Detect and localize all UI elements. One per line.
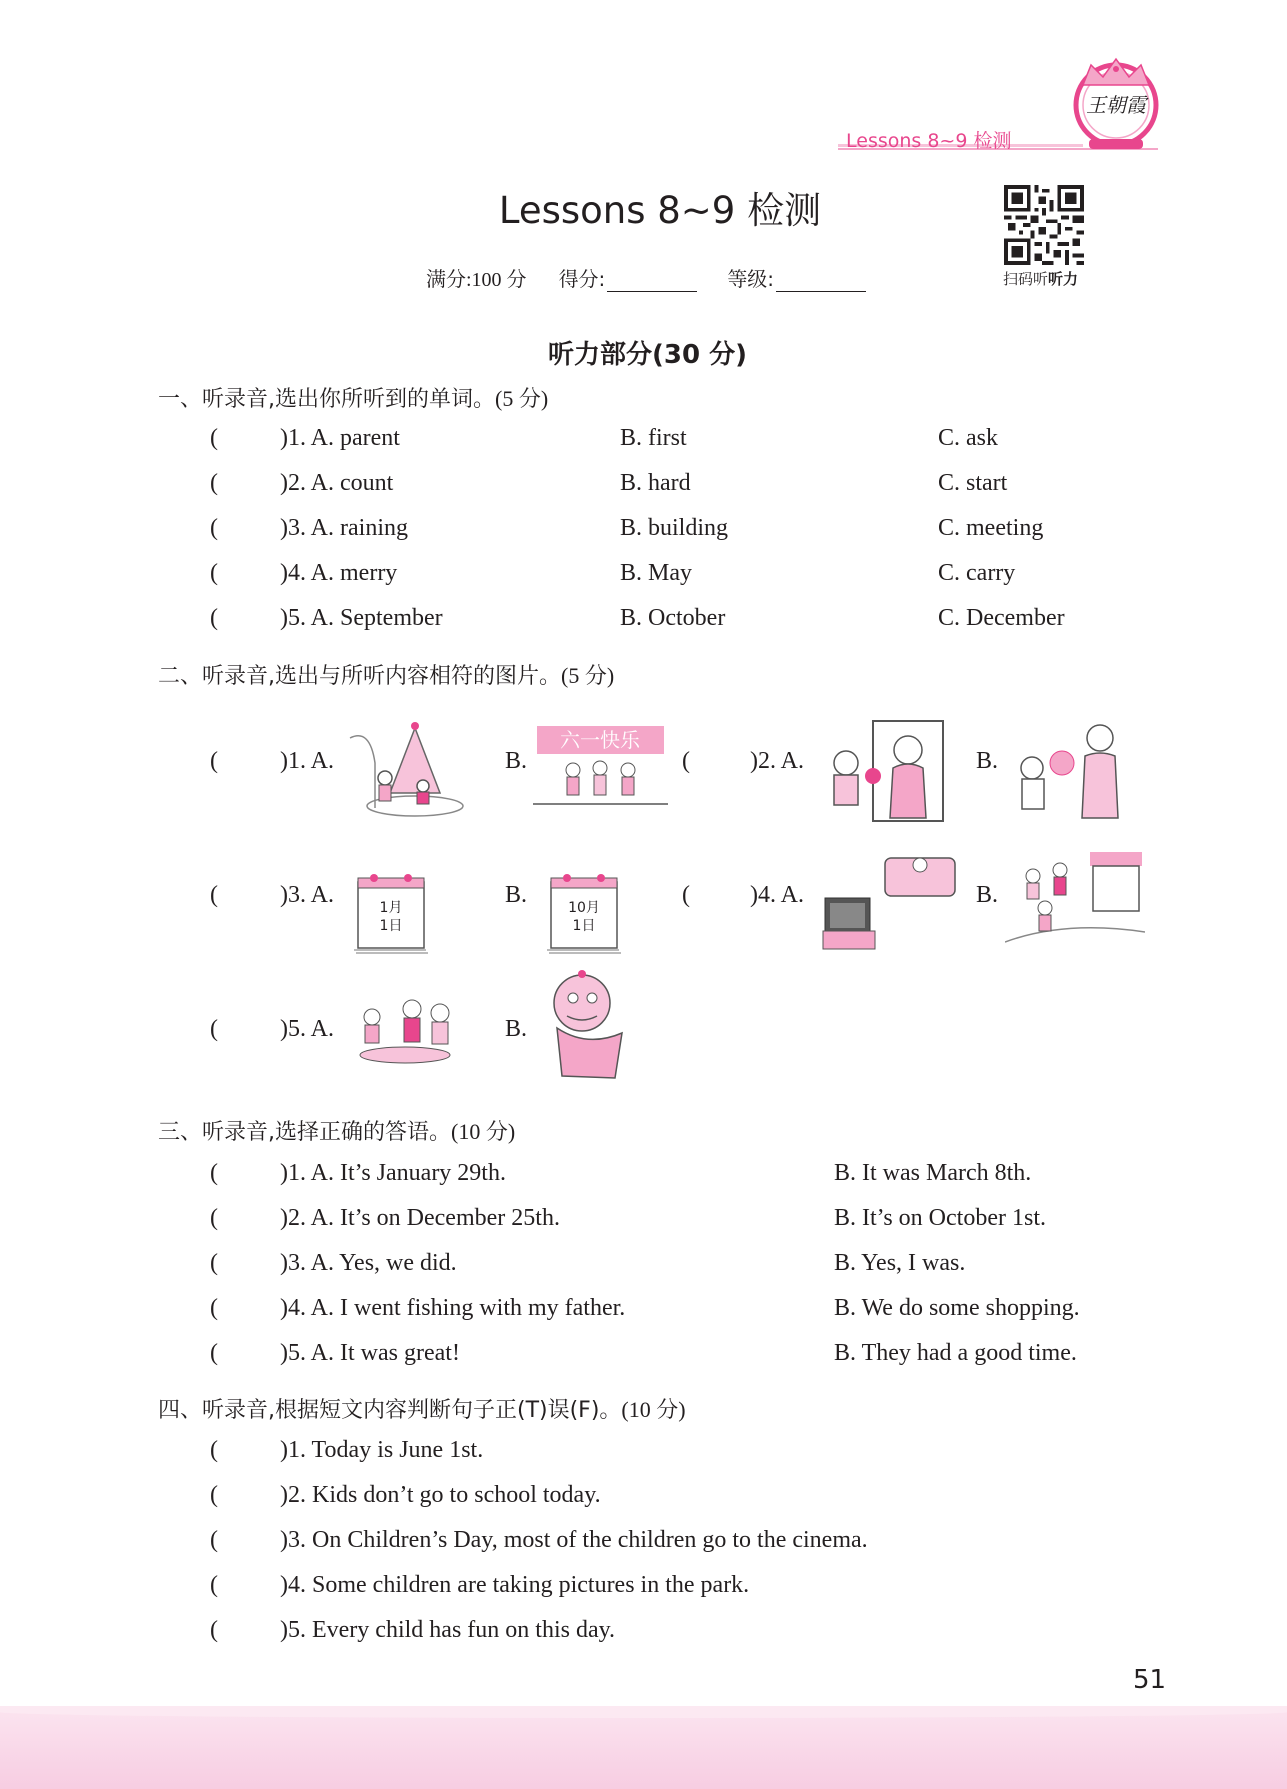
footer-band — [0, 1712, 1287, 1789]
answer-blank[interactable]: ( — [210, 470, 218, 496]
score-label: 得分: — [558, 267, 606, 291]
answer-blank[interactable]: ( — [210, 1437, 218, 1463]
answer-blank[interactable]: ( — [210, 1482, 218, 1508]
answer-blank[interactable]: ( — [682, 748, 690, 774]
score-blank[interactable] — [607, 271, 697, 292]
answer-blank[interactable]: ( — [210, 882, 218, 908]
section-1-title: 一、听录音,选出你所听到的单词。(5 分) — [158, 386, 549, 412]
svg-text:1日: 1日 — [379, 918, 403, 934]
answer-blank[interactable]: ( — [210, 1572, 218, 1598]
answer-blank[interactable]: ( — [210, 1250, 218, 1276]
section-4-title: 四、听录音,根据短文内容判断句子正(T)误(F)。(10 分) — [158, 1397, 686, 1423]
svg-text:10月: 10月 — [568, 900, 600, 916]
answer-blank[interactable]: ( — [210, 605, 218, 631]
answer-blank[interactable]: ( — [210, 1205, 218, 1231]
brand-logo — [1071, 55, 1161, 155]
family-dinner-picture[interactable] — [350, 995, 460, 1067]
part-title: 听力部分(30 分) — [548, 340, 747, 370]
full-marks: 满分:100 分 — [426, 269, 527, 291]
answer-blank[interactable]: ( — [210, 1016, 218, 1042]
outdoor-play-picture[interactable] — [1005, 850, 1145, 955]
qr-label: 扫码听听力 — [1003, 270, 1079, 288]
answer-blank[interactable]: ( — [210, 748, 218, 774]
running-header: Lessons 8~9 检测 — [846, 130, 1012, 152]
section-2-title: 二、听录音,选出与所听内容相符的图片。(5 分) — [158, 663, 615, 689]
svg-text:1月: 1月 — [379, 900, 403, 916]
christmas-party-picture[interactable] — [345, 718, 465, 818]
page-number: 51 — [1133, 1665, 1167, 1695]
answer-blank[interactable]: ( — [210, 1160, 218, 1186]
score-line — [426, 263, 866, 292]
fathers-day-picture[interactable] — [1010, 718, 1128, 823]
answer-blank[interactable]: ( — [210, 515, 218, 541]
calendar-jan-1-picture[interactable] — [352, 868, 434, 956]
watching-tv-picture[interactable] — [820, 853, 960, 953]
svg-text:1日: 1日 — [572, 918, 596, 934]
calendar-oct-1-picture[interactable] — [545, 868, 627, 956]
section-3-title: 三、听录音,选择正确的答语。(10 分) — [158, 1119, 516, 1145]
answer-blank[interactable]: ( — [210, 425, 218, 451]
grade-blank[interactable] — [776, 271, 866, 292]
lion-dance-picture[interactable] — [537, 968, 635, 1086]
answer-blank[interactable]: ( — [210, 560, 218, 586]
childrens-day-picture[interactable] — [533, 722, 668, 817]
answer-blank[interactable]: ( — [210, 1340, 218, 1366]
page-title: Lessons 8~9 检测 — [498, 189, 822, 232]
svg-text:六一快乐: 六一快乐 — [560, 728, 640, 752]
grade-label: 等级: — [727, 267, 775, 291]
svg-text:王朝霞: 王朝霞 — [1086, 93, 1146, 117]
answer-blank[interactable]: ( — [210, 1527, 218, 1553]
answer-blank[interactable]: ( — [682, 882, 690, 908]
mothers-day-picture[interactable] — [818, 718, 946, 823]
answer-blank[interactable]: ( — [210, 1617, 218, 1643]
qr-code-icon[interactable] — [1004, 185, 1084, 265]
answer-blank[interactable]: ( — [210, 1295, 218, 1321]
